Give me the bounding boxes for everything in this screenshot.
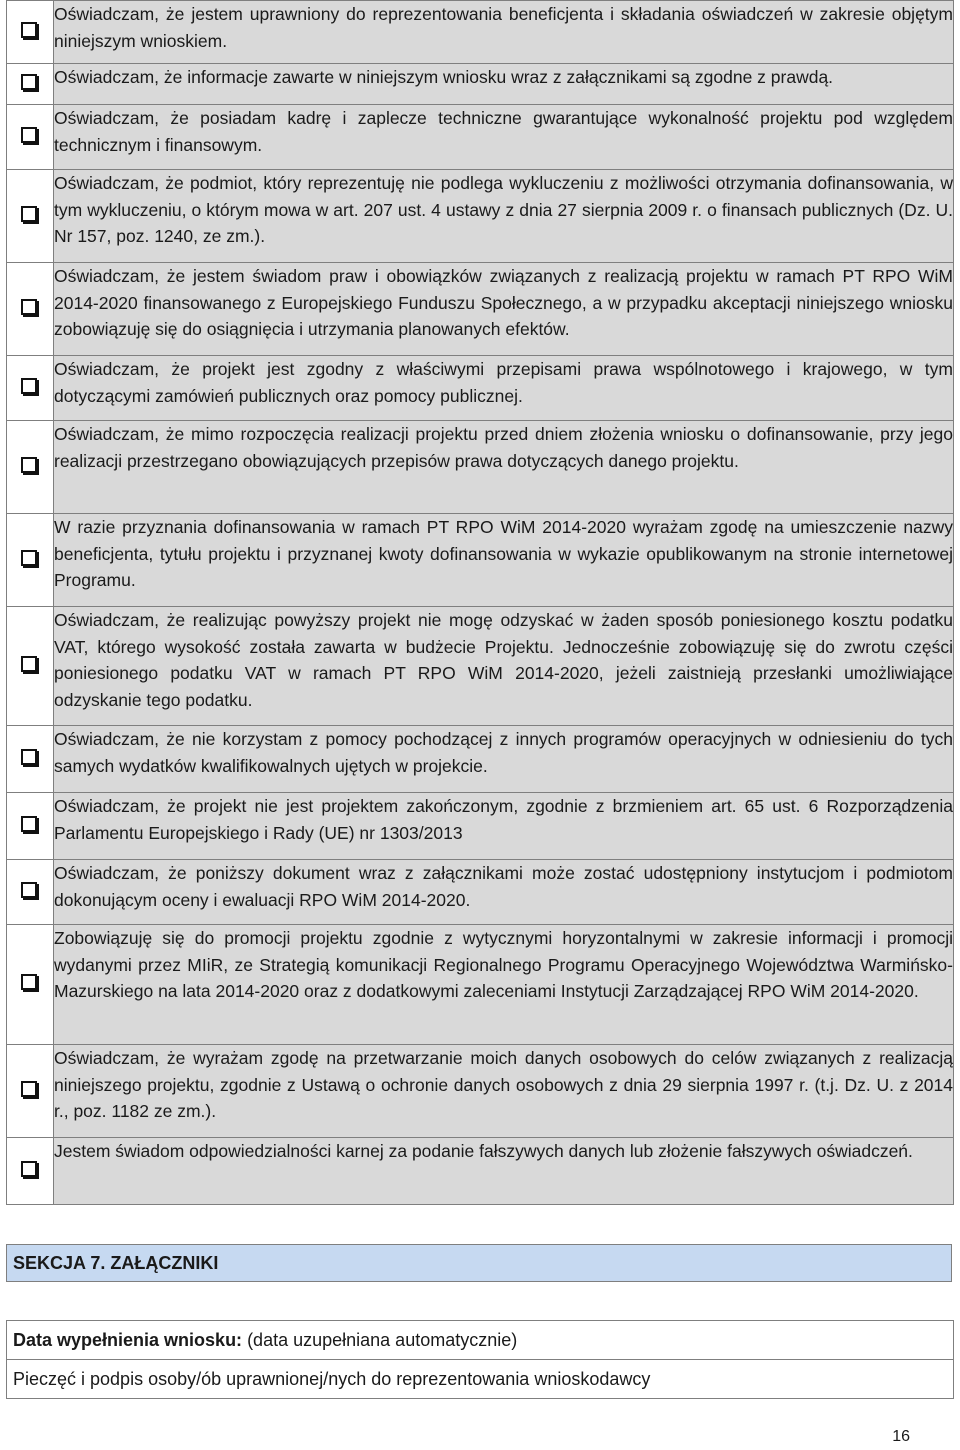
declaration-text: Oświadczam, że podmiot, który reprezentuję nie podlega wykluczeniu z możliwości otrzymania dofinansowania, w tym wykluczeniu, o którym mowa w art. 207 ust. 4 ustawy z dnia 27 sierpnia 2009 r. o finansach publicznych (Dz. U. Nr 157, poz. 1240, ze zm.). — [54, 170, 954, 263]
checkbox-icon[interactable] — [21, 974, 37, 990]
declaration-text: Oświadczam, że wyrażam zgodę na przetwarzanie moich danych osobowych do celów związanych z realizacją niniejszego projektu, zgodnie z Ustawą o ochronie danych osobowych z dnia 29 sierpnia 1997 r. (t.j. Dz. U. z 2014 r., poz. 1182 ze zm.). — [54, 1045, 954, 1138]
declaration-row — [7, 263, 954, 356]
declarations-table — [6, 0, 954, 1205]
declaration-text: Oświadczam, że jestem świadom praw i obowiązków związanych z realizacją projektu w ramach PT RPO WiM 2014-2020 finansowanego z Europejskiego Funduszu Społecznego, a w przypadku akceptacji niniejszego wniosku zobowiązuję się do osiągnięcia i utrzymania planowanych efektów. — [54, 263, 954, 356]
declaration-text: Oświadczam, że realizując powyższy projekt nie mogę odzyskać w żaden sposób poniesionego kosztu podatku VAT, którego wysokość została zawarta w budżecie Projektu. Jednocześnie zobowiązuję się do zwrotu części poniesionego podatku VAT w ramach PT RPO WiM 2014-2020, jeżeli zaistnieją przesłanki umożliwiające odzyskanie tego podatku. — [54, 607, 954, 726]
checkbox-icon[interactable] — [21, 22, 37, 38]
declaration-text: Oświadczam, że nie korzystam z pomocy pochodzącej z innych programów operacyjnych w odniesieniu do tych samych wydatków kwalifikowalnych ujętych w projekcie. — [54, 726, 954, 793]
checkbox-icon[interactable] — [21, 550, 37, 566]
declaration-row — [7, 421, 954, 514]
checkbox-icon[interactable] — [21, 749, 37, 765]
declaration-text: Oświadczam, że poniższy dokument wraz z załącznikami może zostać udostępniony instytucjom i podmiotom dokonującym oceny i ewaluacji RPO WiM 2014-2020. — [54, 860, 954, 925]
checkbox-icon[interactable] — [21, 299, 37, 315]
declaration-row — [7, 514, 954, 607]
declaration-row — [7, 860, 954, 925]
declaration-text: Oświadczam, że jestem uprawniony do reprezentowania beneficjenta i składania oświadczeń w zakresie objętym niniejszym wnioskiem. — [54, 1, 954, 64]
section-7-header: SEKCJA 7. ZAŁĄCZNIKI — [6, 1244, 952, 1282]
checkbox-icon[interactable] — [21, 816, 37, 832]
declaration-row — [7, 607, 954, 726]
declaration-row — [7, 793, 954, 860]
declaration-text: W razie przyznania dofinansowania w ramach PT RPO WiM 2014-2020 wyrażam zgodę na umieszczenie nazwy beneficjenta, tytułu projektu i przyznanej kwoty dofinansowania w wykazie opublikowanym na stronie internetowej Programu. — [54, 514, 954, 607]
declaration-text: Oświadczam, że posiadam kadrę i zaplecze techniczne gwarantujące wykonalność projektu pod względem technicznym i finansowym. — [54, 105, 954, 170]
declaration-text: Oświadczam, że mimo rozpoczęcia realizacji projektu przed dniem złożenia wniosku o dofinansowanie, przy jego realizacji przestrzegano obowiązujących przepisów prawa dotyczących danego projektu. — [54, 421, 954, 514]
checkbox-icon[interactable] — [21, 127, 37, 143]
declaration-row — [7, 1045, 954, 1138]
declaration-text: Oświadczam, że projekt nie jest projektem zakończonym, zgodnie z brzmieniem art. 65 ust. 6 Rozporządzenia Parlamentu Europejskiego i Rady (UE) nr 1303/2013 — [54, 793, 954, 860]
declaration-row — [7, 1, 954, 64]
checkbox-icon[interactable] — [21, 457, 37, 473]
declaration-row — [7, 1138, 954, 1205]
declaration-text: Oświadczam, że projekt jest zgodny z właściwymi przepisami prawa wspólnotowego i krajowego, w tym dotyczącymi zamówień publicznych oraz pomocy publicznej. — [54, 356, 954, 421]
page-number: 16 — [892, 1428, 910, 1445]
declaration-row — [7, 925, 954, 1045]
declaration-row — [7, 64, 954, 105]
declaration-text: Oświadczam, że informacje zawarte w niniejszym wniosku wraz z załącznikami są zgodne z prawdą. — [54, 64, 954, 105]
declaration-row — [7, 170, 954, 263]
checkbox-icon[interactable] — [21, 378, 37, 394]
signature-row — [7, 1360, 954, 1399]
fill-date-row — [7, 1321, 954, 1360]
fill-date-note: (data uzupełniana automatycznie) — [242, 1329, 518, 1350]
declaration-row — [7, 105, 954, 170]
checkbox-icon[interactable] — [21, 1161, 37, 1177]
fill-date-label: Data wypełnienia wniosku: — [13, 1329, 243, 1350]
checkbox-icon[interactable] — [21, 656, 37, 672]
checkbox-icon[interactable] — [21, 74, 37, 90]
declaration-text: Zobowiązuję się do promocji projektu zgodnie z wytycznymi horyzontalnymi w zakresie informacji i promocji wydanymi przez MIiR, ze Strategią komunikacji Regionalnego Programu Operacyjnego Województwa Warmińsko-Mazurskiego na lata 2014-2020 oraz z dodatkowymi zaleceniami Instytucji Zarządzającej RPO WiM 2014-2020. — [54, 925, 954, 1045]
checkbox-icon[interactable] — [21, 882, 37, 898]
checkbox-icon[interactable] — [21, 1081, 37, 1097]
declaration-row — [7, 356, 954, 421]
declaration-row — [7, 726, 954, 793]
signature-label: Pieczęć i podpis osoby/ób uprawnionej/nych do reprezentowania wnioskodawcy — [7, 1360, 954, 1399]
signature-table — [6, 1320, 954, 1399]
checkbox-icon[interactable] — [21, 206, 37, 222]
declaration-text: Jestem świadom odpowiedzialności karnej za podanie fałszywych danych lub złożenie fałszywych oświadczeń. — [54, 1138, 954, 1205]
